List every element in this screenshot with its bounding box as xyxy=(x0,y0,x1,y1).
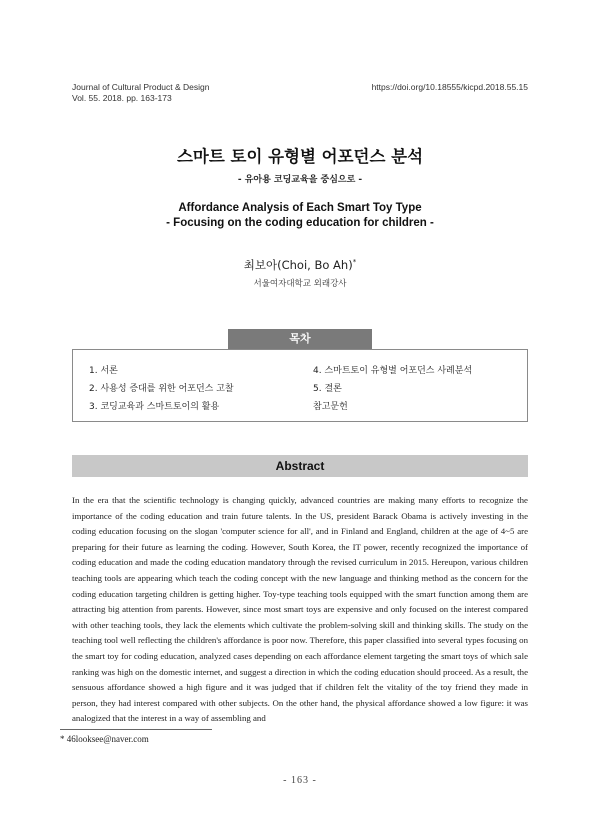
toc-item: 1. 서론 xyxy=(89,366,118,376)
doi-link[interactable]: https://doi.org/10.18555/kicpd.2018.55.15 xyxy=(371,82,528,92)
author-affiliation: 서울여자대학교 외래강사 xyxy=(253,279,347,289)
toc-item: 참고문헌 xyxy=(313,402,348,412)
title-en-line2: - Focusing on the coding education for children - xyxy=(166,217,434,229)
toc-heading: 목차 xyxy=(228,329,372,349)
toc-item: 4. 스마트토이 유형별 어포던스 사례분석 xyxy=(313,366,473,376)
journal-volume: Vol. 55. 2018. pp. 163-173 xyxy=(72,93,172,103)
paper-title-english xyxy=(0,201,600,231)
toc-left-column xyxy=(89,362,234,416)
journal-info xyxy=(72,82,210,104)
title-en-line1: Affordance Analysis of Each Smart Toy Type xyxy=(178,202,422,214)
paper-title-korean: 스마트 토이 유형별 어포던스 분석 xyxy=(176,147,424,166)
abstract-body: In the era that the scientific technology is changing quickly, advanced countries are making many efforts to recognize the importance of the coding education and train future talents. In the US, president Barack Obama is actively investing in the coding education focusing on the slogan 'computer science for all', and in Finland and England, children at the age of 4~5 are preparing for their future as learning the coding. However, South Korea, the IT power, recently recognized the importance of coding education and made the coding education mandatory through the revised curriculum in 2015. Hereupon, various children teaching tools are appearing which teach the coding concept with the new language and thinking method as the concern for the coding education targeting children is getting higher. Toy-type teaching tools equipped with the smart function among them are attracting big attention from parents. However, since most smart toys are expensive and only focused on the interest compared with other teaching tools, they lack the elements which cultivate the problem-solving skill and thinking skills. The study on the teaching tool well reflecting the children's affordance is poor now. Therefore, this paper classified into several types focusing on the smart toy for coding education, analyzed cases depending on each affordance element targeting the smart toys of which sale ranking was high on the domestic internet, and suggest a direction in which the coding education should proceed. As a result, the sensuous affordance showed a high figure and it was judged that if children felt the vitality of the toy friend they made in person, they had interest compared with other subjects. On the other hand, the physical affordance showed a low figure: it was analogized that the interest in a way of assembling and xyxy=(72,495,528,724)
footnote-email: * 46looksee@naver.com xyxy=(60,734,149,744)
footnote-divider xyxy=(60,729,212,730)
paper-subtitle-korean: - 유아용 코딩교육을 중심으로 - xyxy=(237,175,363,185)
toc-item: 3. 코딩교육과 스마트토이의 활용 xyxy=(89,402,220,412)
author-line xyxy=(0,257,600,273)
page-number: - 163 - xyxy=(283,775,317,786)
toc-item: 2. 사용성 증대를 위한 어포던스 고찰 xyxy=(89,384,234,394)
author-footnote-mark: * xyxy=(352,258,357,267)
abstract-heading: Abstract xyxy=(72,455,528,477)
toc-item: 5. 결론 xyxy=(313,384,342,394)
journal-name: Journal of Cultural Product & Design xyxy=(72,82,210,92)
author-name: 최보아(Choi, Bo Ah) xyxy=(243,258,353,272)
table-of-contents xyxy=(72,349,528,422)
toc-right-column xyxy=(313,362,472,416)
